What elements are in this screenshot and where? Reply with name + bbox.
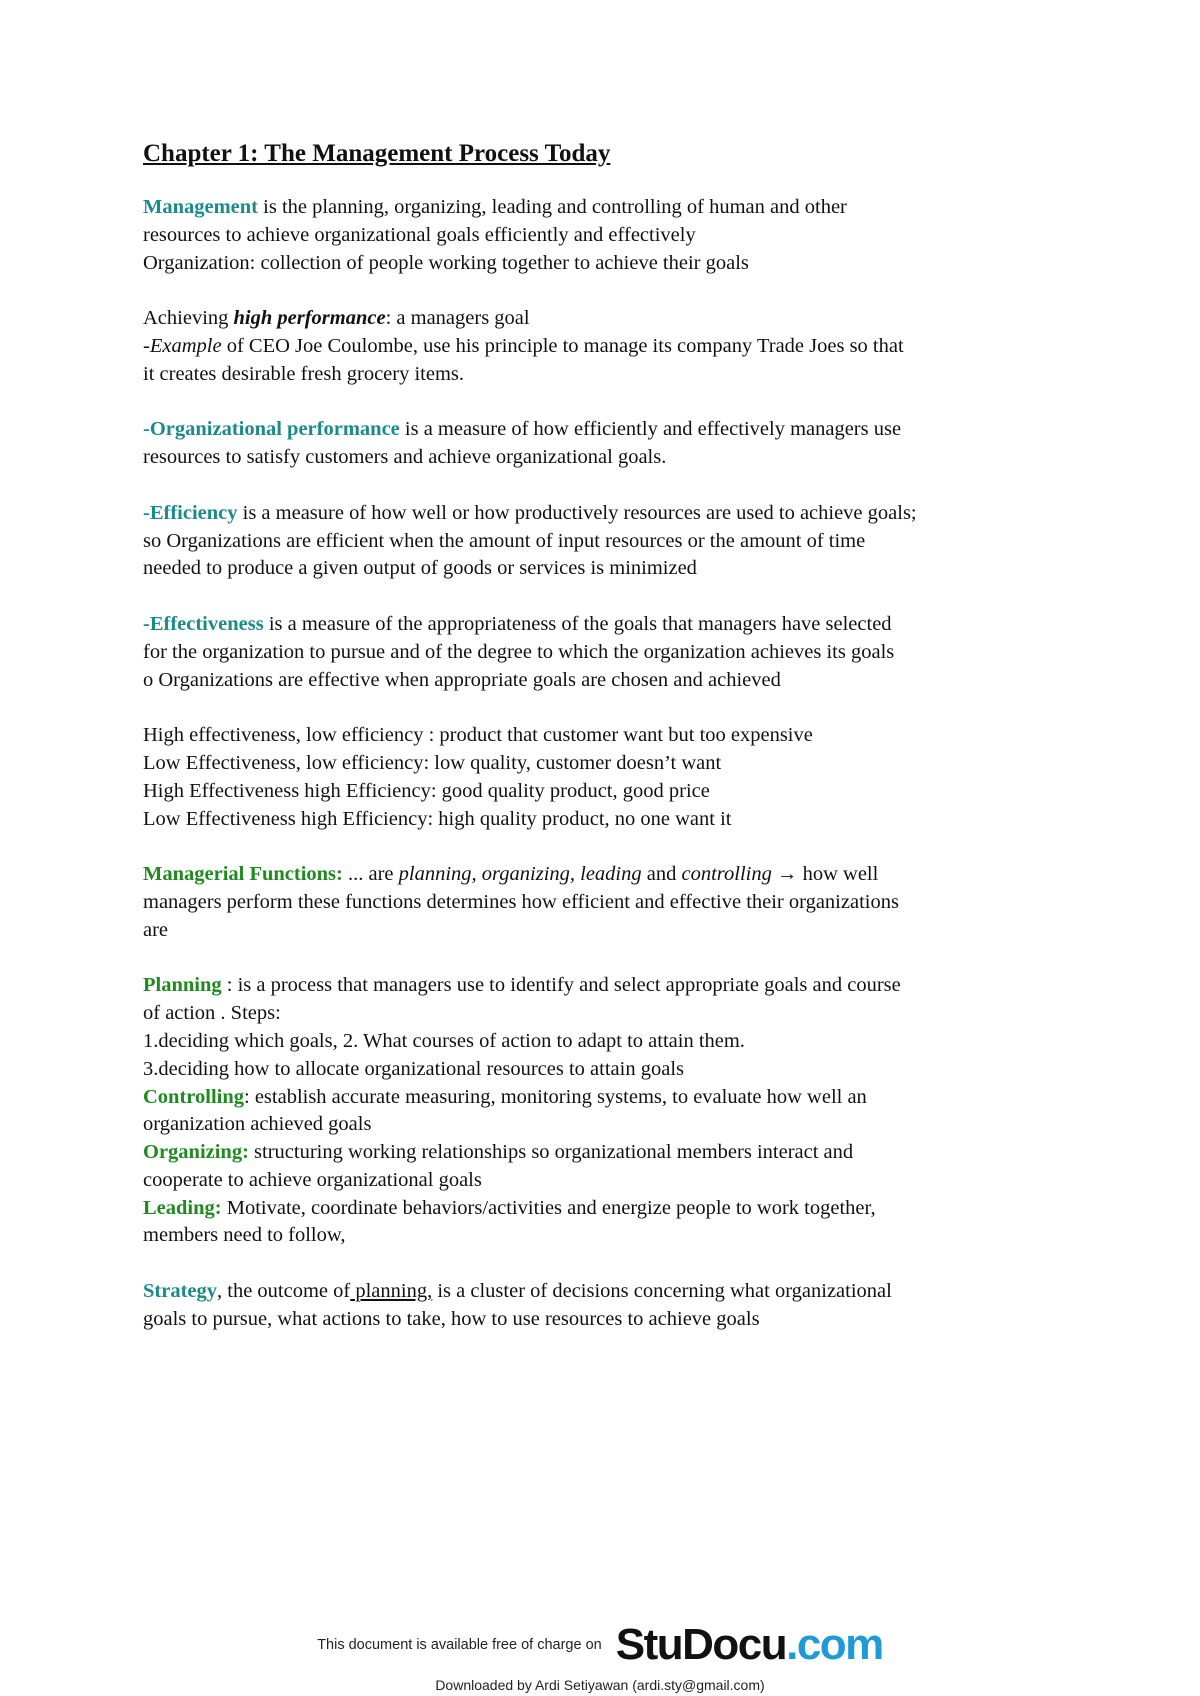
- term-strategy: Strategy: [143, 1280, 218, 1303]
- planning-paragraph: Planning : is a process that managers use to identify and select appropriate goals and course of action . Steps: 1.deciding which goals, 2. What courses of action to adapt to attain them. 3.deciding how to allocate organizational resources to attain goals: [143, 974, 901, 1080]
- term-planning: Planning: [143, 974, 222, 997]
- leading-paragraph: Leading: Motivate, coordinate behaviors/activities and energize people to work together, members need to follow,: [143, 1196, 876, 1247]
- term-organizational-performance: -Organizational performance: [143, 418, 400, 441]
- effectiveness-efficiency-matrix: [143, 722, 1083, 833]
- managerial-functions-paragraph: Managerial Functions: ... are planning, organizing, leading and controlling → how well managers perform these functions determines how efficient and effective their organizations are: [143, 863, 899, 941]
- term-efficiency: -Efficiency: [143, 501, 238, 524]
- term-effectiveness: -Effectiveness: [143, 612, 264, 635]
- matrix-line: Low Effectiveness, low efficiency: low quality, customer doesn’t want: [143, 751, 722, 774]
- strategy-paragraph: Strategy, the outcome of planning, is a cluster of decisions concerning what organizational goals to pursue, what actions to take, how to use resources to achieve goals: [143, 1280, 892, 1330]
- footer: [0, 1620, 1200, 1670]
- footer-availability-note: This document is available free of charge on: [317, 1637, 602, 1653]
- performance-paragraph: Achieving high performance: a managers goal -Example of CEO Joe Coulombe, use his principle to manage its company Trade Joes so that it creates desirable fresh grocery items.: [143, 307, 904, 385]
- matrix-line: High Effectiveness high Efficiency: good quality product, good price: [143, 779, 710, 802]
- term-controlling: Controlling: [143, 1085, 244, 1108]
- term-managerial-functions: Managerial Functions:: [143, 863, 343, 886]
- management-paragraph: Management is the planning, organizing, leading and controlling of human and other resources to achieve organizational goals efficiently and effectively Organization: collection of people working together to achieve their goals: [143, 196, 847, 274]
- term-high-performance: high performance: [233, 307, 386, 330]
- effectiveness-paragraph: -Effectiveness is a measure of the appropriateness of the goals that managers have selected for the organization to pursue and of the degree to which the organization achieves its goals o Organizations are effective when appropriate goals are chosen and achieved: [143, 612, 895, 691]
- organizing-paragraph: Organizing: structuring working relationships so organizational members interact and cooperate to achieve organizational goals: [143, 1141, 854, 1191]
- page-title: Chapter 1: The Management Process Today: [143, 140, 611, 167]
- controlling-paragraph: Controlling: establish accurate measuring, monitoring systems, to evaluate how well an organization achieved goals: [143, 1085, 867, 1136]
- studocu-logo[interactable]: StuDocu.com: [615, 1620, 883, 1669]
- document-page: [143, 138, 1083, 1361]
- matrix-line: Low Effectiveness high Efficiency: high quality product, no one want it: [143, 807, 732, 830]
- efficiency-paragraph: -Efficiency is a measure of how well or how productively resources are used to achieve goals; so Organizations are efficient when the amount of input resources or the amount of time needed to produce a given output of goods or services is minimized: [143, 501, 917, 580]
- downloaded-by-note: Downloaded by Ardi Setiyawan (ardi.sty@gmail.com): [435, 1677, 765, 1693]
- term-management: Management: [143, 196, 259, 218]
- matrix-line: High effectiveness, low efficiency : product that customer want but too expensive: [143, 724, 813, 747]
- term-leading: Leading:: [143, 1196, 222, 1219]
- term-organizing: Organizing:: [143, 1141, 249, 1164]
- org-performance-paragraph: -Organizational performance is a measure of how efficiently and effectively managers use resources to satisfy customers and achieve organizational goals.: [143, 418, 902, 469]
- underlined-planning: planning,: [350, 1280, 433, 1303]
